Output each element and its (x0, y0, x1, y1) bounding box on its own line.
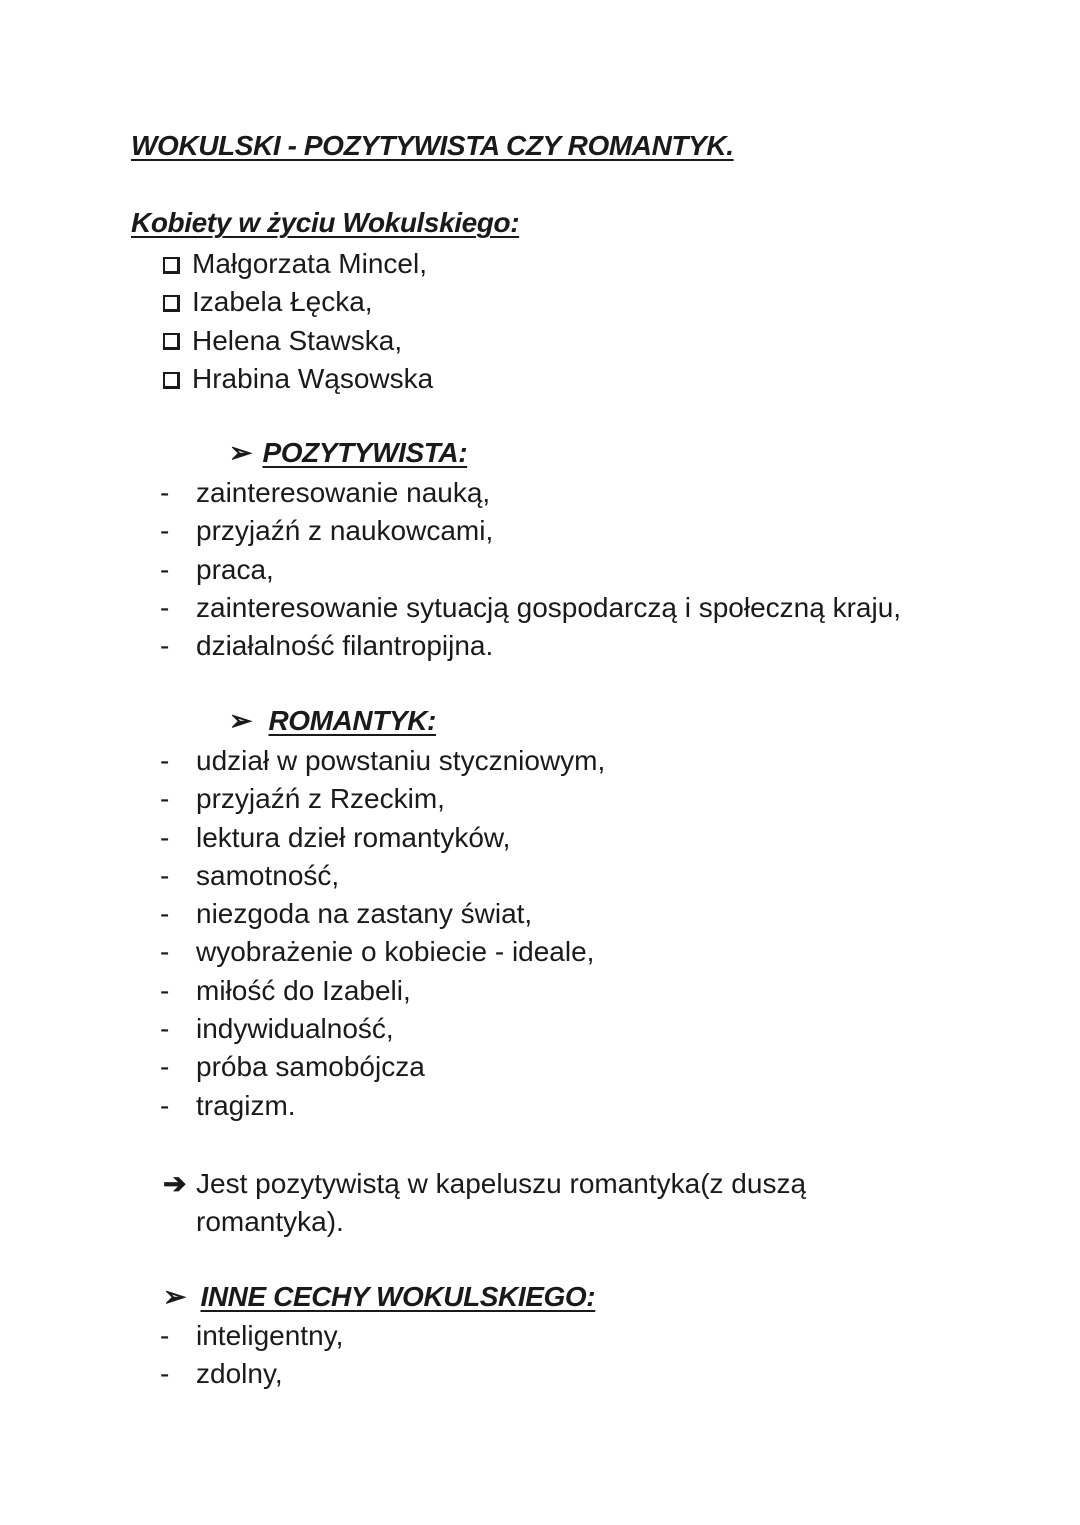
list-item (160, 1010, 605, 1048)
list-item-text: udział w powstaniu styczniowym, (196, 745, 606, 776)
list-item (160, 972, 605, 1010)
other-traits-heading (163, 1280, 595, 1313)
women-heading: Kobiety w życiu Wokulskiego: (131, 207, 520, 238)
dash-bullet: - (160, 1358, 170, 1390)
list-item-text: próba samobójcza (196, 1051, 425, 1083)
list-item (160, 589, 901, 627)
list-item-text: lektura dzieł romantyków, (196, 821, 511, 853)
list-item-text: tragizm. (196, 1089, 296, 1121)
list-item-text: miłość do Izabeli, (196, 974, 411, 1006)
other-traits-list (160, 1317, 343, 1394)
dash-bullet: - (160, 1320, 170, 1351)
list-item (160, 933, 605, 971)
list-item-text: zainteresowanie sytuacją gospodarczą i społeczną kraju, (196, 591, 902, 623)
list-item (160, 551, 901, 589)
romantic-heading (229, 704, 436, 737)
list-item-text: zdolny, (196, 1358, 283, 1390)
list-item (160, 1048, 605, 1086)
document-title: WOKULSKI - POZYTYWISTA CZY ROMANTYK. (131, 130, 734, 161)
list-item (160, 1355, 343, 1393)
dash-bullet: - (160, 1089, 170, 1121)
positivist-heading-label: POZYTYWISTA: (262, 437, 468, 468)
dash-bullet: - (160, 1051, 170, 1083)
list-item-text: indywidualność, (196, 1013, 394, 1045)
checkbox-icon (163, 333, 180, 350)
dash-bullet: - (160, 745, 170, 776)
dash-bullet: - (160, 553, 170, 585)
list-item-text: Izabela Łęcka, (192, 286, 373, 318)
list-item-text: przyjaźń z naukowcami, (196, 515, 494, 547)
list-item (163, 322, 433, 360)
list-item (160, 1087, 605, 1125)
list-item (160, 1317, 343, 1355)
list-item (160, 512, 901, 550)
checkbox-icon (163, 295, 180, 312)
list-item (160, 780, 605, 818)
dash-bullet: - (160, 859, 170, 891)
list-item (160, 819, 605, 857)
positivist-list (160, 474, 901, 665)
list-item-text: przyjaźń z Rzeckim, (196, 783, 445, 815)
list-item (163, 245, 433, 283)
romantic-list (160, 742, 605, 1125)
dash-bullet: - (160, 783, 170, 815)
list-item (160, 895, 605, 933)
list-item-text: Małgorzata Mincel, (192, 248, 427, 279)
romantic-heading-label: ROMANTYK: (268, 705, 436, 736)
positivist-heading (229, 436, 467, 469)
checkbox-icon (163, 257, 180, 274)
list-item-text: zainteresowanie nauką, (196, 477, 491, 508)
dash-bullet: - (160, 630, 170, 662)
dash-bullet: - (160, 515, 170, 547)
dash-bullet: - (160, 974, 170, 1006)
list-item-text: praca, (196, 553, 274, 585)
list-item-text: wyobrażenie o kobiecie - ideale, (196, 936, 595, 968)
dash-bullet: - (160, 1013, 170, 1045)
list-item (160, 742, 605, 780)
list-item (160, 474, 901, 512)
arrowhead-icon: ➢ (229, 437, 253, 468)
conclusion (163, 1165, 863, 1241)
list-item-text: niezgoda na zastany świat, (196, 898, 533, 930)
women-list (163, 245, 433, 398)
list-item (163, 283, 433, 321)
list-item (160, 627, 901, 665)
dash-bullet: - (160, 591, 170, 623)
dash-bullet: - (160, 477, 170, 508)
dash-bullet: - (160, 898, 170, 930)
other-traits-heading-label: INNE CECHY WOKULSKIEGO: (200, 1281, 596, 1312)
list-item-text: inteligentny, (196, 1320, 344, 1351)
list-item-text: Helena Stawska, (192, 324, 403, 356)
arrowhead-icon: ➢ (229, 705, 253, 736)
arrowhead-icon: ➢ (163, 1281, 187, 1312)
list-item-text: samotność, (196, 859, 340, 891)
arrow-right-icon: ➔ (163, 1168, 187, 1199)
conclusion-text: Jest pozytywistą w kapeluszu romantyka(z duszą romantyka). (196, 1168, 807, 1237)
list-item (160, 857, 605, 895)
dash-bullet: - (160, 821, 170, 853)
list-item-text: Hrabina Wąsowska (192, 362, 434, 394)
list-item-text: działalność filantropijna. (196, 630, 494, 662)
list-item (163, 360, 433, 398)
checkbox-icon (163, 372, 180, 389)
dash-bullet: - (160, 936, 170, 968)
